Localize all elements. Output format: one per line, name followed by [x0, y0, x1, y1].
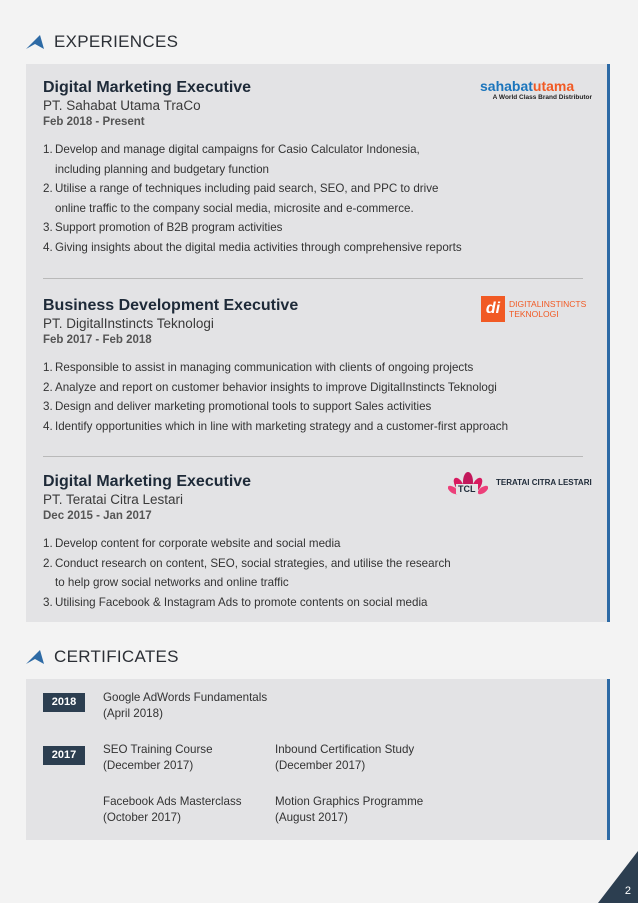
sahabat-utama-logo: sahabatutama A World Class Brand Distributor	[480, 78, 592, 101]
certificate-name: SEO Training Course	[103, 743, 213, 756]
divider	[43, 278, 583, 279]
job-dates: Dec 2015 - Jan 2017	[43, 510, 152, 522]
experiences-heading	[26, 32, 178, 52]
certificates-panel	[26, 679, 610, 840]
certificate-name: Google AdWords Fundamentals	[103, 691, 268, 704]
job-title: Business Development Executive	[43, 297, 299, 314]
certificate-date: (October 2017)	[103, 811, 181, 824]
duty-item: 2. Analyze and report on customer behavior insights to improve DigitalInstincts Teknologi	[43, 380, 497, 394]
job-company: PT. Sahabat Utama TraCo	[43, 98, 201, 113]
duty-item: 4. Identify opportunities which in line with marketing strategy and a customer-first approach	[43, 419, 509, 433]
divider	[43, 456, 583, 457]
duty-item: 3. Design and deliver marketing promotional tools to support Sales activities	[43, 400, 432, 413]
certificate-date: (August 2017)	[275, 811, 348, 824]
job-dates: Feb 2017 - Feb 2018	[43, 334, 152, 346]
certificates-title: CERTIFICATES	[54, 647, 179, 666]
certificate-item	[103, 742, 213, 774]
job-company: PT. Teratai Citra Lestari	[43, 492, 184, 507]
certificate-name: Motion Graphics Programme	[275, 795, 424, 808]
job-dates: Feb 2018 - Present	[43, 116, 145, 128]
certificate-date: (April 2018)	[103, 707, 163, 720]
duty-item: 2. Utilise a range of techniques including paid search, SEO, and PPC to drive	[43, 182, 439, 195]
di-logo-mark: di	[481, 296, 505, 322]
certificate-item	[103, 690, 267, 722]
job-title: Digital Marketing Executive	[43, 79, 252, 96]
duty-item: 1. Develop and manage digital campaigns for Casio Calculator Indonesia,	[43, 143, 420, 156]
job-title: Digital Marketing Executive	[43, 473, 252, 490]
certificate-name: Inbound Certification Study	[275, 743, 415, 756]
job-entry	[43, 78, 587, 257]
certificate-item	[103, 794, 242, 826]
duty-item: 3. Support promotion of B2B program activities	[43, 221, 283, 234]
page-corner	[598, 851, 638, 903]
teratai-citra-lestari-logo: TCL TERATAI CITRA LESTARI	[446, 468, 596, 502]
duty-item: 3. Utilising Facebook & Instagram Ads to promote contents on social media	[43, 595, 428, 609]
job-duties	[43, 140, 587, 257]
experiences-title: EXPERIENCES	[54, 32, 179, 51]
year-badge: 2018	[43, 693, 85, 712]
arrow-icon	[26, 35, 44, 49]
duty-item: including planning and budgetary function	[55, 162, 270, 176]
year-badge: 2017	[43, 746, 85, 765]
digitalinstincts-logo: di DIGITALINSTINCTS TEKNOLOGI	[481, 296, 593, 324]
arrow-icon	[26, 650, 44, 664]
certificate-item	[275, 742, 414, 774]
job-duties	[43, 534, 587, 612]
certificate-item	[275, 794, 423, 826]
duty-item: 4. Giving insights about the digital media activities through comprehensive reports	[43, 240, 462, 254]
duty-item: 1. Develop content for corporate website and social media	[43, 537, 341, 550]
job-duties	[43, 358, 587, 436]
duty-item: online traffic to the company social media, microsite and e-commerce.	[55, 201, 414, 215]
certificate-date: (December 2017)	[103, 759, 194, 772]
certificate-name: Facebook Ads Masterclass	[103, 795, 242, 808]
certificates-heading	[26, 647, 179, 667]
certificate-date: (December 2017)	[275, 759, 366, 772]
page-number: 2	[624, 885, 631, 897]
duty-item: 2. Conduct research on content, SEO, social strategies, and utilise the research	[43, 556, 451, 570]
job-company: PT. DigitalInstincts Teknologi	[43, 316, 214, 331]
duty-item: to help grow social networks and online traffic	[55, 576, 289, 589]
duty-item: 1. Responsible to assist in managing communication with clients of ongoing projects	[43, 361, 474, 374]
experiences-panel	[26, 64, 610, 622]
